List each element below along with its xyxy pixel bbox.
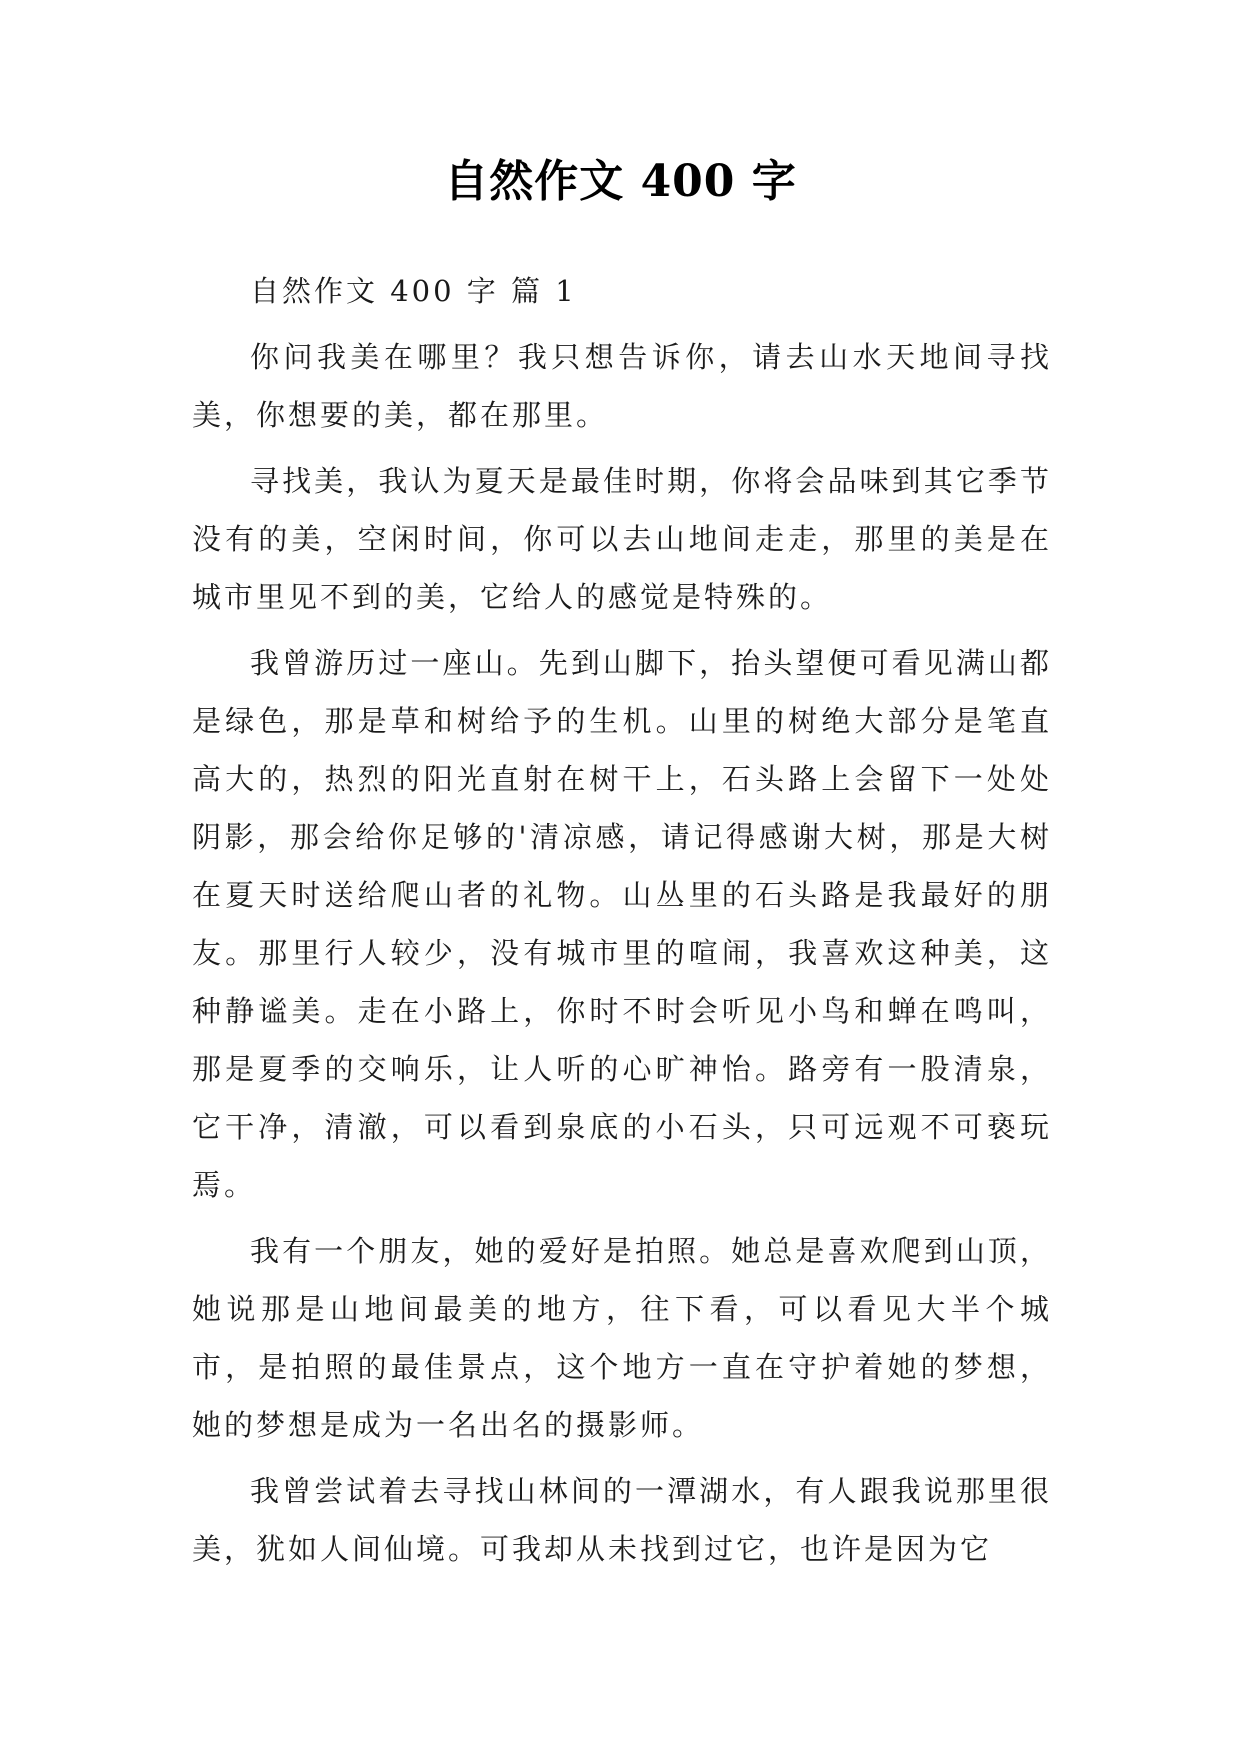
paragraph-3: 我曾游历过一座山。先到山脚下，抬头望便可看见满山都是绿色，那是草和树给予的生机。山里的树绝大部分是笔直高大的，热烈的阳光直射在树干上，石头路上会留下一处处阴影，那会给你足够的'清凉感，请记得感谢大树，那是大树在夏天时送给爬山者的礼物。山丛里的石头路是我最好的朋友。那里行人较少，没有城市里的喧闹，我喜欢这种美，这种静谧美。走在小路上，你时不时会听见小鸟和蝉在鸣叫，那是夏季的交响乐，让人听的心旷神怡。路旁有一股清泉，它干净，清澈，可以看到泉底的小石头，只可远观不可亵玩焉。 [192, 646, 1052, 1202]
document-title: 自然作文 400 字 [444, 156, 797, 207]
paragraph-4: 我有一个朋友，她的爱好是拍照。她总是喜欢爬到山顶，她说那是山地间最美的地方，往下看，可以看见大半个城市，是拍照的最佳景点，这个地方一直在守护着她的梦想，她的梦想是成为一名出名的摄影师。 [192, 1234, 1052, 1442]
paragraph-1: 你问我美在哪里？我只想告诉你，请去山水天地间寻找美，你想要的美，都在那里。 [192, 340, 1052, 432]
paragraph-5: 我曾尝试着去寻找山林间的一潭湖水，有人跟我说那里很美，犹如人间仙境。可我却从未找到过它，也许是因为它 [192, 1474, 1052, 1566]
section-heading: 自然作文 400 字 篇 1 [250, 274, 577, 308]
document-body [192, 262, 1052, 1586]
paragraph-2: 寻找美，我认为夏天是最佳时期，你将会品味到其它季节没有的美，空闲时间，你可以去山地间走走，那里的美是在城市里见不到的美，它给人的感觉是特殊的。 [192, 464, 1052, 614]
